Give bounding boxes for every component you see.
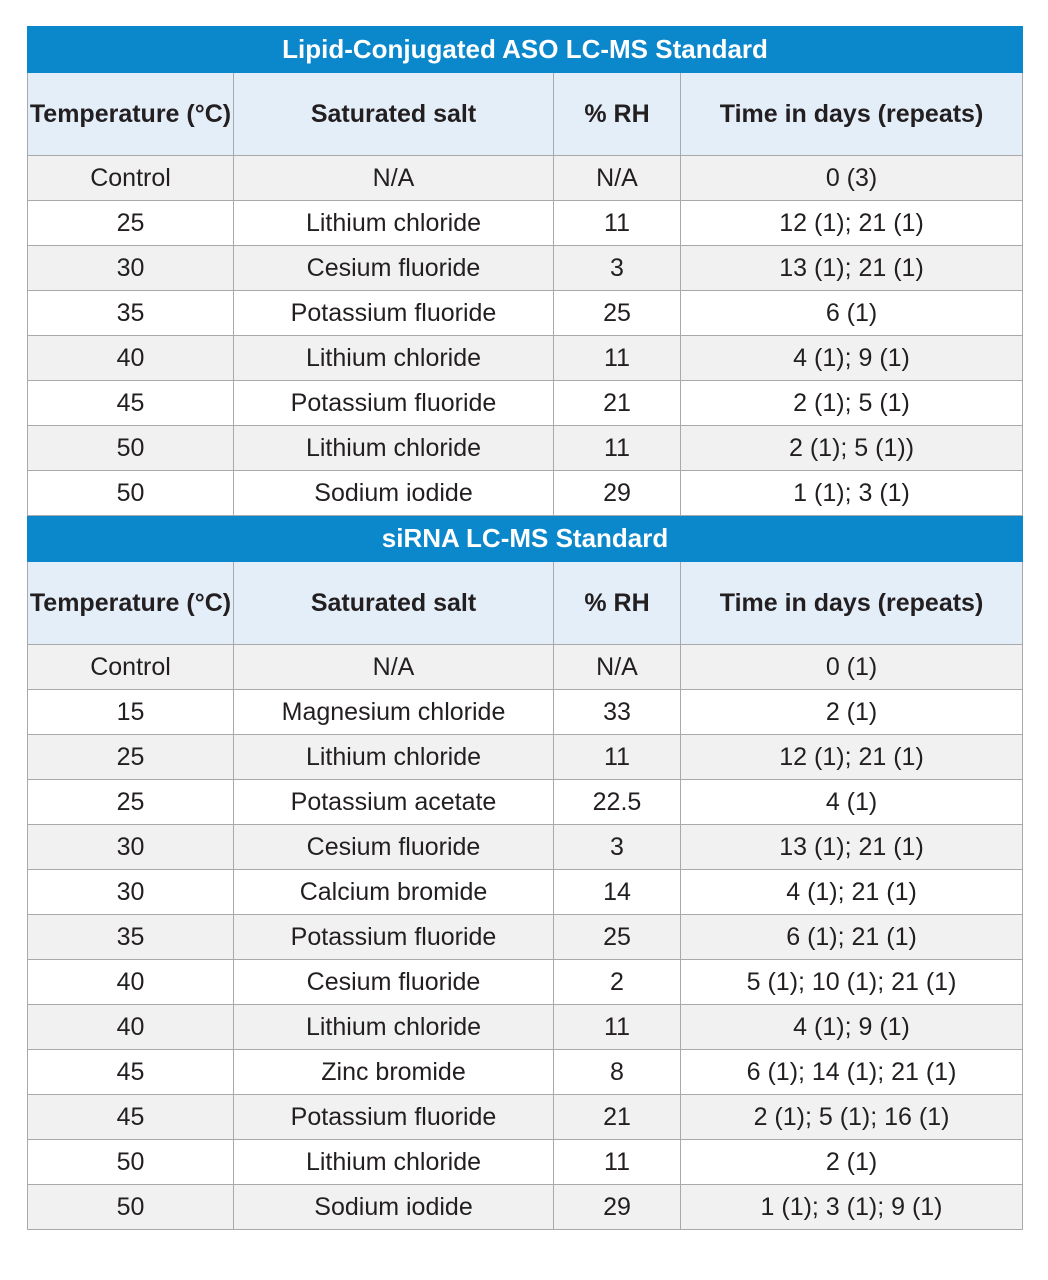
saturated-salt-cell: Cesium fluoride: [234, 246, 554, 291]
table-row: [28, 246, 1023, 291]
table-row: [28, 690, 1023, 735]
time-cell: 2 (1): [681, 690, 1023, 735]
header-saturated-salt: Saturated salt: [234, 562, 554, 645]
rh-cell: 11: [554, 1140, 681, 1185]
header-time-in-days: Time in days (repeats): [681, 73, 1023, 156]
saturated-salt-cell: Cesium fluoride: [234, 960, 554, 1005]
temperature-cell: 40: [28, 1005, 234, 1050]
rh-cell: 8: [554, 1050, 681, 1095]
section-title: siRNA LC-MS Standard: [28, 516, 1023, 562]
time-cell: 13 (1); 21 (1): [681, 825, 1023, 870]
time-cell: 2 (1): [681, 1140, 1023, 1185]
temperature-cell: 40: [28, 336, 234, 381]
temperature-cell: 50: [28, 471, 234, 516]
rh-cell: 11: [554, 1005, 681, 1050]
time-cell: 1 (1); 3 (1); 9 (1): [681, 1185, 1023, 1230]
rh-cell: 29: [554, 471, 681, 516]
table-row: [28, 780, 1023, 825]
table-row: [28, 336, 1023, 381]
temperature-cell: 25: [28, 780, 234, 825]
saturated-salt-cell: N/A: [234, 645, 554, 690]
time-cell: 12 (1); 21 (1): [681, 201, 1023, 246]
section-title: Lipid-Conjugated ASO LC-MS Standard: [28, 27, 1023, 73]
header-temperature: Temperature (°C): [28, 562, 234, 645]
temperature-cell: 30: [28, 825, 234, 870]
saturated-salt-cell: Lithium chloride: [234, 201, 554, 246]
saturated-salt-cell: Potassium acetate: [234, 780, 554, 825]
rh-cell: N/A: [554, 645, 681, 690]
temperature-cell: 35: [28, 915, 234, 960]
saturated-salt-cell: Potassium fluoride: [234, 1095, 554, 1140]
stability-conditions-table: [27, 26, 1023, 1230]
temperature-cell: 50: [28, 1140, 234, 1185]
rh-cell: 11: [554, 735, 681, 780]
time-cell: 2 (1); 5 (1); 16 (1): [681, 1095, 1023, 1140]
table-row: [28, 471, 1023, 516]
temperature-cell: 45: [28, 381, 234, 426]
rh-cell: 22.5: [554, 780, 681, 825]
time-cell: 13 (1); 21 (1): [681, 246, 1023, 291]
saturated-salt-cell: Lithium chloride: [234, 1005, 554, 1050]
section-title-row: [28, 27, 1023, 73]
saturated-salt-cell: N/A: [234, 156, 554, 201]
temperature-cell: 40: [28, 960, 234, 1005]
saturated-salt-cell: Zinc bromide: [234, 1050, 554, 1095]
rh-cell: 29: [554, 1185, 681, 1230]
saturated-salt-cell: Calcium bromide: [234, 870, 554, 915]
temperature-cell: 25: [28, 735, 234, 780]
table-row: [28, 201, 1023, 246]
saturated-salt-cell: Lithium chloride: [234, 336, 554, 381]
table-row: [28, 381, 1023, 426]
table-row: [28, 1050, 1023, 1095]
rh-cell: 21: [554, 381, 681, 426]
header-rh: % RH: [554, 73, 681, 156]
time-cell: 1 (1); 3 (1): [681, 471, 1023, 516]
table-row: [28, 915, 1023, 960]
saturated-salt-cell: Potassium fluoride: [234, 291, 554, 336]
rh-cell: 25: [554, 915, 681, 960]
temperature-cell: Control: [28, 156, 234, 201]
time-cell: 4 (1); 21 (1): [681, 870, 1023, 915]
table-body: [28, 27, 1023, 1230]
table-row: [28, 960, 1023, 1005]
time-cell: 0 (1): [681, 645, 1023, 690]
time-cell: 2 (1); 5 (1)): [681, 426, 1023, 471]
time-cell: 0 (3): [681, 156, 1023, 201]
rh-cell: 3: [554, 825, 681, 870]
table-row: [28, 1095, 1023, 1140]
table-row: [28, 1185, 1023, 1230]
saturated-salt-cell: Sodium iodide: [234, 471, 554, 516]
column-header-row: [28, 73, 1023, 156]
time-cell: 6 (1): [681, 291, 1023, 336]
time-cell: 12 (1); 21 (1): [681, 735, 1023, 780]
header-rh: % RH: [554, 562, 681, 645]
table-row: [28, 825, 1023, 870]
temperature-cell: 50: [28, 1185, 234, 1230]
table-row: [28, 1140, 1023, 1185]
temperature-cell: 45: [28, 1050, 234, 1095]
column-header-row: [28, 562, 1023, 645]
header-saturated-salt: Saturated salt: [234, 73, 554, 156]
saturated-salt-cell: Magnesium chloride: [234, 690, 554, 735]
rh-cell: 14: [554, 870, 681, 915]
temperature-cell: 30: [28, 246, 234, 291]
table-row: [28, 291, 1023, 336]
rh-cell: 2: [554, 960, 681, 1005]
saturated-salt-cell: Potassium fluoride: [234, 915, 554, 960]
time-cell: 5 (1); 10 (1); 21 (1): [681, 960, 1023, 1005]
rh-cell: 33: [554, 690, 681, 735]
rh-cell: 25: [554, 291, 681, 336]
time-cell: 4 (1); 9 (1): [681, 336, 1023, 381]
table-row: [28, 426, 1023, 471]
time-cell: 4 (1); 9 (1): [681, 1005, 1023, 1050]
time-cell: 6 (1); 21 (1): [681, 915, 1023, 960]
table-row: [28, 1005, 1023, 1050]
time-cell: 6 (1); 14 (1); 21 (1): [681, 1050, 1023, 1095]
rh-cell: 21: [554, 1095, 681, 1140]
table-row: [28, 156, 1023, 201]
temperature-cell: 45: [28, 1095, 234, 1140]
time-cell: 4 (1): [681, 780, 1023, 825]
rh-cell: 11: [554, 201, 681, 246]
saturated-salt-cell: Cesium fluoride: [234, 825, 554, 870]
temperature-cell: 30: [28, 870, 234, 915]
saturated-salt-cell: Lithium chloride: [234, 1140, 554, 1185]
section-title-row: [28, 516, 1023, 562]
temperature-cell: 25: [28, 201, 234, 246]
rh-cell: N/A: [554, 156, 681, 201]
saturated-salt-cell: Potassium fluoride: [234, 381, 554, 426]
saturated-salt-cell: Lithium chloride: [234, 735, 554, 780]
saturated-salt-cell: Sodium iodide: [234, 1185, 554, 1230]
temperature-cell: 35: [28, 291, 234, 336]
table-row: [28, 735, 1023, 780]
header-temperature: Temperature (°C): [28, 73, 234, 156]
rh-cell: 11: [554, 426, 681, 471]
table-row: [28, 870, 1023, 915]
rh-cell: 11: [554, 336, 681, 381]
temperature-cell: 15: [28, 690, 234, 735]
table-row: [28, 645, 1023, 690]
saturated-salt-cell: Lithium chloride: [234, 426, 554, 471]
time-cell: 2 (1); 5 (1): [681, 381, 1023, 426]
temperature-cell: 50: [28, 426, 234, 471]
header-time-in-days: Time in days (repeats): [681, 562, 1023, 645]
rh-cell: 3: [554, 246, 681, 291]
temperature-cell: Control: [28, 645, 234, 690]
